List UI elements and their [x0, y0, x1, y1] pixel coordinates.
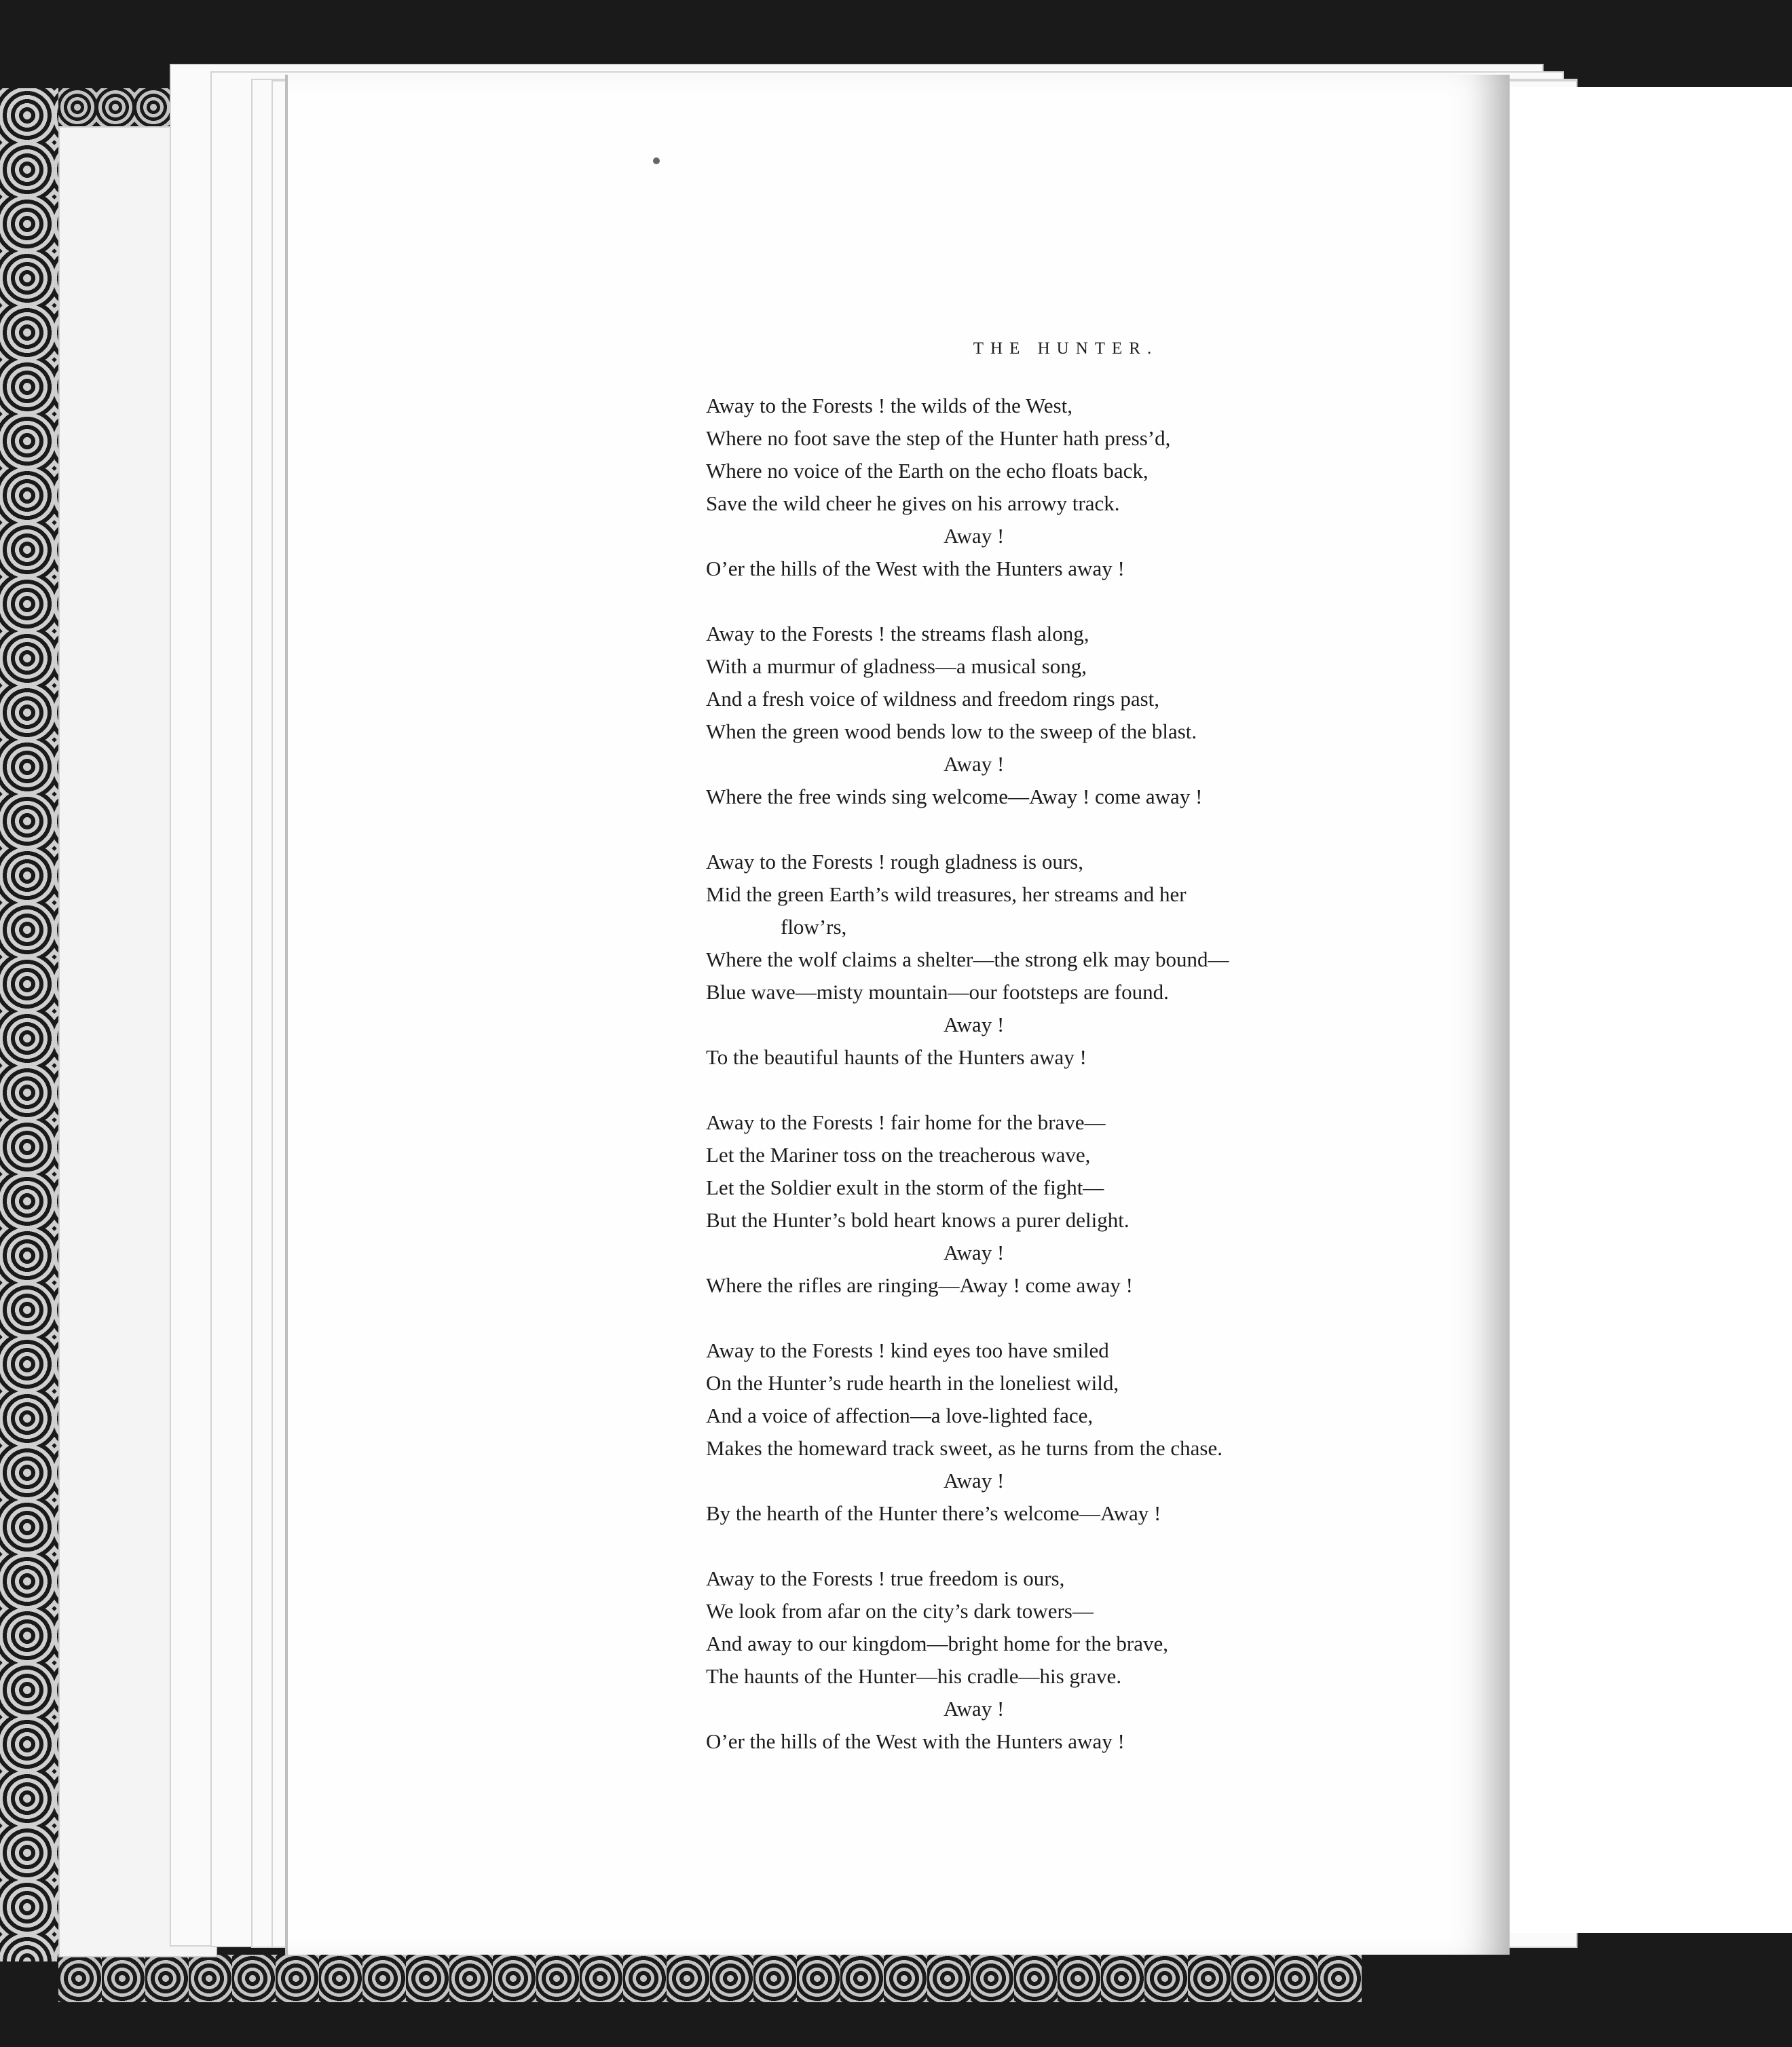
poem-line: Blue wave—misty mountain—our footsteps are found.	[706, 980, 1169, 1004]
poem-line: Where no voice of the Earth on the echo floats back,	[706, 459, 1149, 483]
closing-line: To the beautiful haunts of the Hunters away !	[706, 1045, 1087, 1069]
poem-line: And a voice of affection—a love-lighted face,	[706, 1404, 1094, 1427]
poem-line: Where no foot save the step of the Hunter hath press’d,	[706, 426, 1171, 450]
refrain: Away !	[944, 1241, 1005, 1264]
refrain: Away !	[944, 752, 1005, 776]
poem-line: But the Hunter’s bold heart knows a purer delight.	[706, 1208, 1130, 1232]
stanza-3	[706, 846, 1385, 1074]
stanza-2	[706, 618, 1385, 813]
poem-line: And away to our kingdom—bright home for the brave,	[706, 1632, 1168, 1655]
poem-line: Let the Soldier exult in the storm of the fight—	[706, 1176, 1104, 1199]
poem-line: Away to the Forests ! the streams flash along,	[706, 622, 1089, 645]
poem-line: The haunts of the Hunter—his cradle—his grave.	[706, 1664, 1122, 1688]
poem-line: On the Hunter’s rude hearth in the loneliest wild,	[706, 1371, 1119, 1395]
stanza-4	[706, 1106, 1385, 1302]
poem-line: Away to the Forests ! fair home for the brave—	[706, 1110, 1106, 1134]
poem-line: With a murmur of gladness—a musical song,	[706, 654, 1087, 678]
ornamental-cover-border-left	[0, 88, 58, 1961]
poem-title: THE HUNTER.	[973, 339, 1159, 358]
closing-line: Where the free winds sing welcome—Away ! come away !	[706, 785, 1203, 808]
refrain: Away !	[944, 1697, 1005, 1721]
poem-line: We look from afar on the city’s dark towers—	[706, 1599, 1094, 1623]
closing-line: Where the rifles are ringing—Away ! come away !	[706, 1273, 1133, 1297]
closing-line: O’er the hills of the West with the Hunters away !	[706, 557, 1125, 580]
page-blemish	[653, 157, 660, 164]
stanza-5	[706, 1334, 1385, 1530]
stanza-1	[706, 390, 1385, 585]
poem-line: Mid the green Earth’s wild treasures, her streams and her	[706, 882, 1187, 906]
facing-page	[1507, 87, 1792, 1933]
poem-line: Save the wild cheer he gives on his arrowy track.	[706, 491, 1120, 515]
closing-line: O’er the hills of the West with the Hunters away !	[706, 1729, 1125, 1753]
poem-line: Away to the Forests ! rough gladness is ours,	[706, 850, 1083, 874]
poem-line: Away to the Forests ! the wilds of the West,	[706, 394, 1072, 417]
stanza-6	[706, 1562, 1385, 1758]
poem-line: When the green wood bends low to the sweep of the blast.	[706, 719, 1197, 743]
refrain: Away !	[944, 524, 1005, 548]
poem-line: Let the Mariner toss on the treacherous wave,	[706, 1143, 1091, 1167]
refrain: Away !	[944, 1013, 1005, 1036]
poem-line: Where the wolf claims a shelter—the strong elk may bound—	[706, 947, 1229, 971]
poem	[706, 333, 1385, 1790]
closing-line: By the hearth of the Hunter there’s welcome—Away !	[706, 1501, 1161, 1525]
ornamental-cover-border-bottom	[58, 1955, 1362, 2002]
poem-line: And a fresh voice of wildness and freedom rings past,	[706, 687, 1160, 711]
poem-line: Away to the Forests ! kind eyes too have smiled	[706, 1338, 1109, 1362]
poem-line: Makes the homeward track sweet, as he turns from the chase.	[706, 1436, 1222, 1460]
refrain: Away !	[944, 1469, 1005, 1492]
poem-line-continuation: flow’rs,	[781, 915, 847, 939]
poem-line: Away to the Forests ! true freedom is ours,	[706, 1566, 1065, 1590]
